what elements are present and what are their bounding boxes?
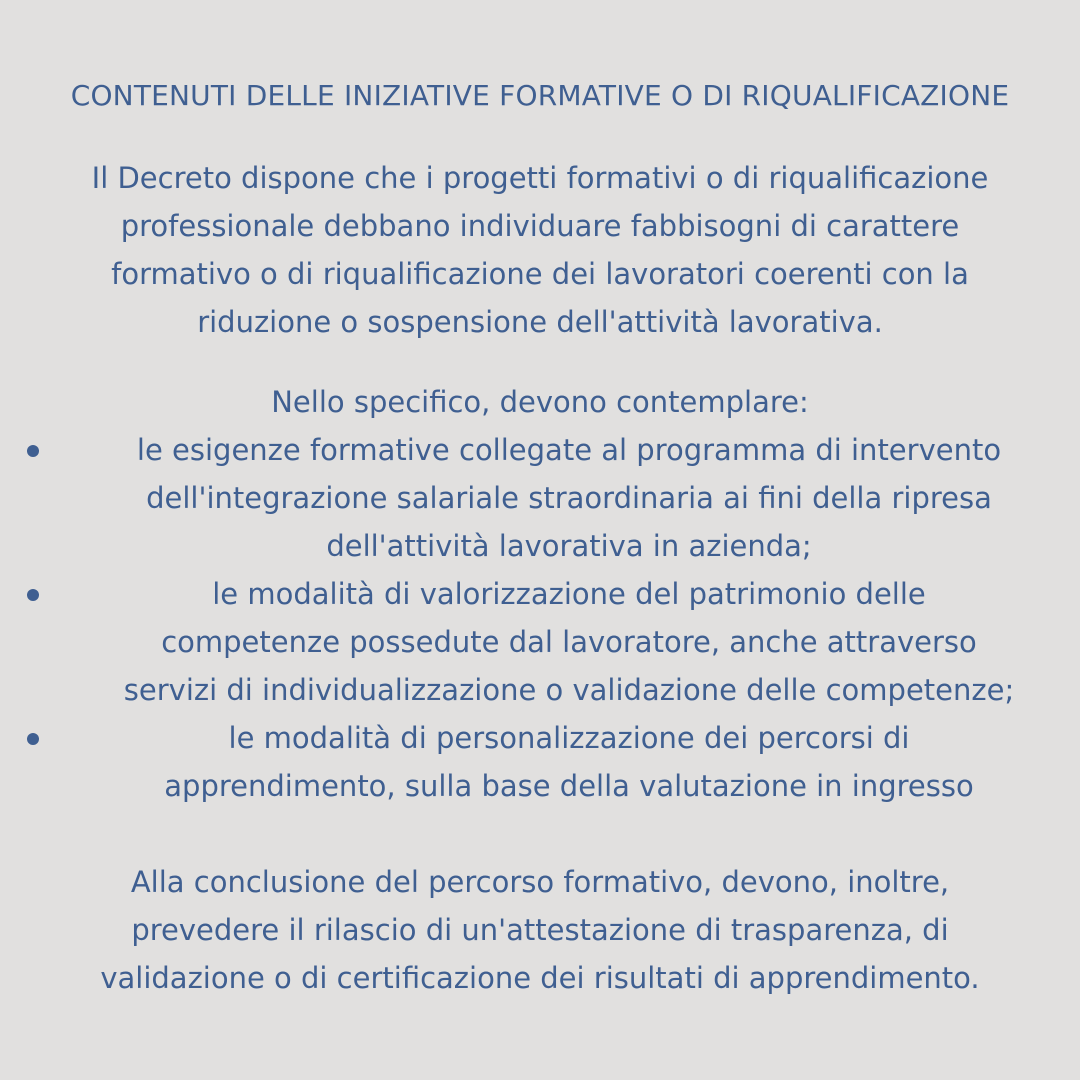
bullet-line: le esigenze formative collegate al programma di intervento xyxy=(136,433,1002,467)
bullet-list xyxy=(0,426,1080,810)
intro-line: riduzione o sospensione dell'attività lavorativa. xyxy=(197,305,883,339)
lead-sentence: Nello specifico, devono contemplare: xyxy=(271,385,809,419)
intro-line: formativo o di riqualificazione dei lavoratori coerenti con la xyxy=(111,257,969,291)
intro-line: Il Decreto dispone che i progetti formativi o di riqualificazione xyxy=(91,161,989,195)
page-title: CONTENUTI DELLE INIZIATIVE FORMATIVE O DI RIQUALIFICAZIONE xyxy=(70,79,1010,112)
bullet-line: dell'integrazione salariale straordinaria ai fini della ripresa xyxy=(146,481,992,515)
bullet-dot-icon xyxy=(27,445,39,457)
intro-paragraph xyxy=(20,154,1060,346)
bullet-dot-icon xyxy=(27,589,39,601)
conclusion-paragraph xyxy=(20,858,1060,1002)
bullet-item xyxy=(0,570,1080,714)
bullet-dot-icon xyxy=(27,733,39,745)
conclusion-line: prevedere il rilascio di un'attestazione di trasparenza, di xyxy=(131,913,949,947)
bullet-line: le modalità di personalizzazione dei percorsi di xyxy=(228,721,910,755)
bullet-line: servizi di individualizzazione o validazione delle competenze; xyxy=(123,673,1015,707)
bullet-line: dell'attività lavorativa in azienda; xyxy=(326,529,812,563)
conclusion-line: Alla conclusione del percorso formativo, devono, inoltre, xyxy=(130,865,950,899)
bullet-item xyxy=(0,714,1080,810)
bullet-line: apprendimento, sulla base della valutazione in ingresso xyxy=(164,769,974,803)
bullet-line: competenze possedute dal lavoratore, anche attraverso xyxy=(161,625,977,659)
conclusion-line: validazione o di certificazione dei risultati di apprendimento. xyxy=(100,961,980,995)
bullet-item xyxy=(0,426,1080,570)
bullet-line: le modalità di valorizzazione del patrimonio delle xyxy=(212,577,926,611)
intro-line: professionale debbano individuare fabbisogni di carattere xyxy=(120,209,960,243)
